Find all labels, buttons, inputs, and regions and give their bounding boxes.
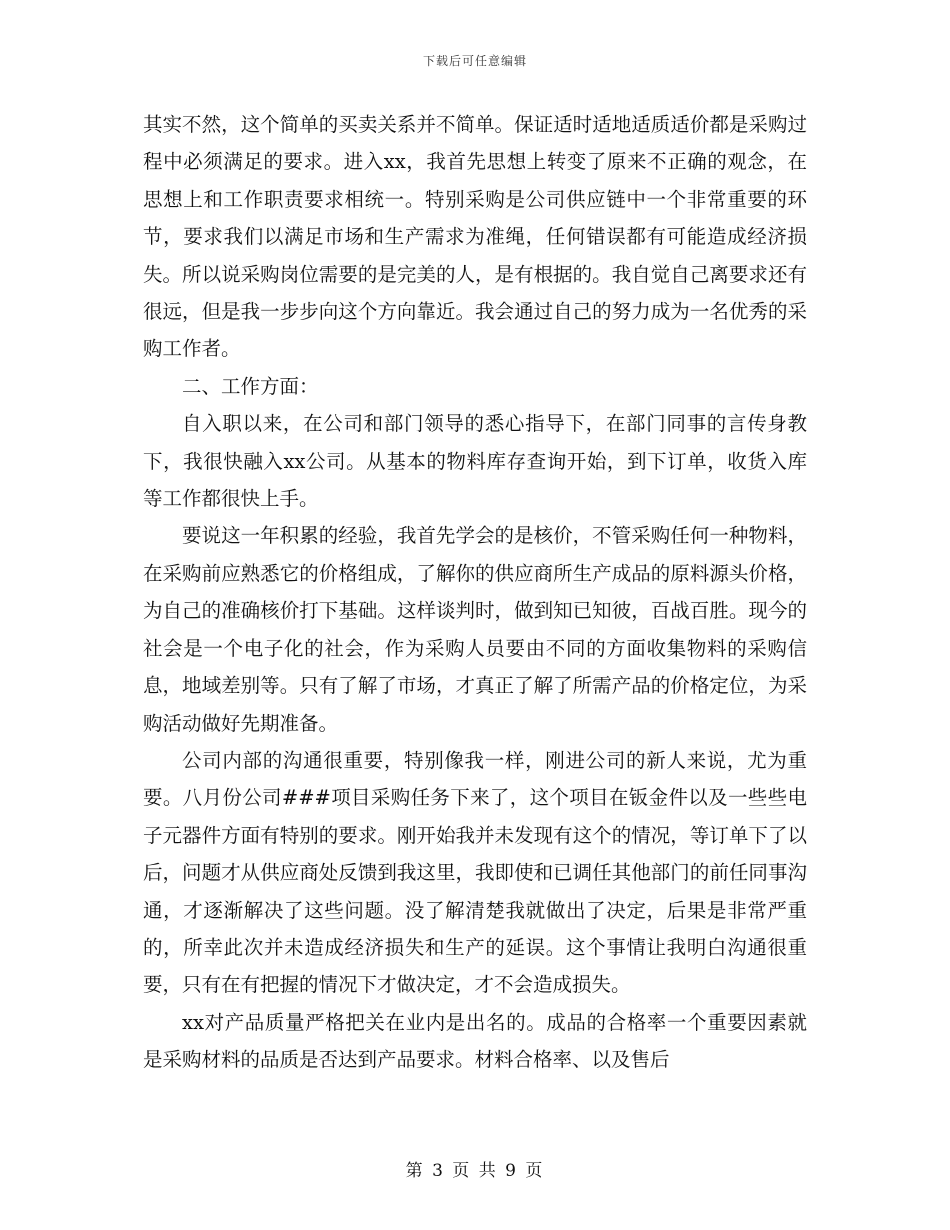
paragraph-5: xx对产品质量严格把关在业内是出名的。成品的合格率一个重要因素就是采购材料的品质是否达到产品要求。材料合格率、以及售后 [143,1010,807,1072]
document-body [143,106,807,1079]
section-heading-work: 二、工作方面： [182,374,319,398]
page-header: 下载后可任意编辑 [422,54,527,68]
paragraph-3: 要说这一年积累的经验，我首先学会的是核价，不管采购任何一种物料，在采购前应熟悉它的价格组成，了解你的供应商所生产成品的原料源头价格，为自己的准确核价打下基础。这样谈判时，做到知已知彼，百战百胜。现今的社会是一个电子化的社会，作为采购人员要由不同的方面收集物料的采购信息，地域差别等。只有了解了市场，才真正了解了所需产品的价格定位，为采购活动做好先期准备。 [143,524,807,735]
page-number-footer: 第 3 页 共 9 页 [405,1161,545,1181]
paragraph-4: 公司内部的沟通很重要，特别像我一样，刚进公司的新人来说，尤为重要。八月份公司###项目采购任务下来了，这个项目在钣金件以及一些些电子元器件方面有特别的要求。刚开始我并未发现有这个的情况，等订单下了以后，问题才从供应商处反馈到我这里，我即使和已调任其他部门的前任同事沟通，才逐渐解决了这些问题。没了解清楚我就做出了决定，后果是非常严重的，所幸此次并未造成经济损失和生产的延误。这个事情让我明白沟通很重要，只有在有把握的情况下才做决定，才不会造成损失。 [143,748,807,997]
paragraph-2: 自入职以来，在公司和部门领导的悉心指导下，在部门同事的言传身教下，我很快融入xx公司。从基本的物料库存查询开始，到下订单，收货入库等工作都很快上手。 [143,412,807,511]
paragraph-1: 其实不然，这个简单的买卖关系并不简单。保证适时适地适质适价都是采购过程中必须满足的要求。进入xx，我首先思想上转变了原来不正确的观念，在思想上和工作职责要求相统一。特别采购是公司供应链中一个非常重要的环节，要求我们以满足市场和生产需求为准绳，任何错误都有可能造成经济损失。所以说采购岗位需要的是完美的人，是有根据的。我自觉自己离要求还有很远，但是我一步步向这个方向靠近。我会通过自己的努力成为一名优秀的采购工作者。 [143,113,807,361]
